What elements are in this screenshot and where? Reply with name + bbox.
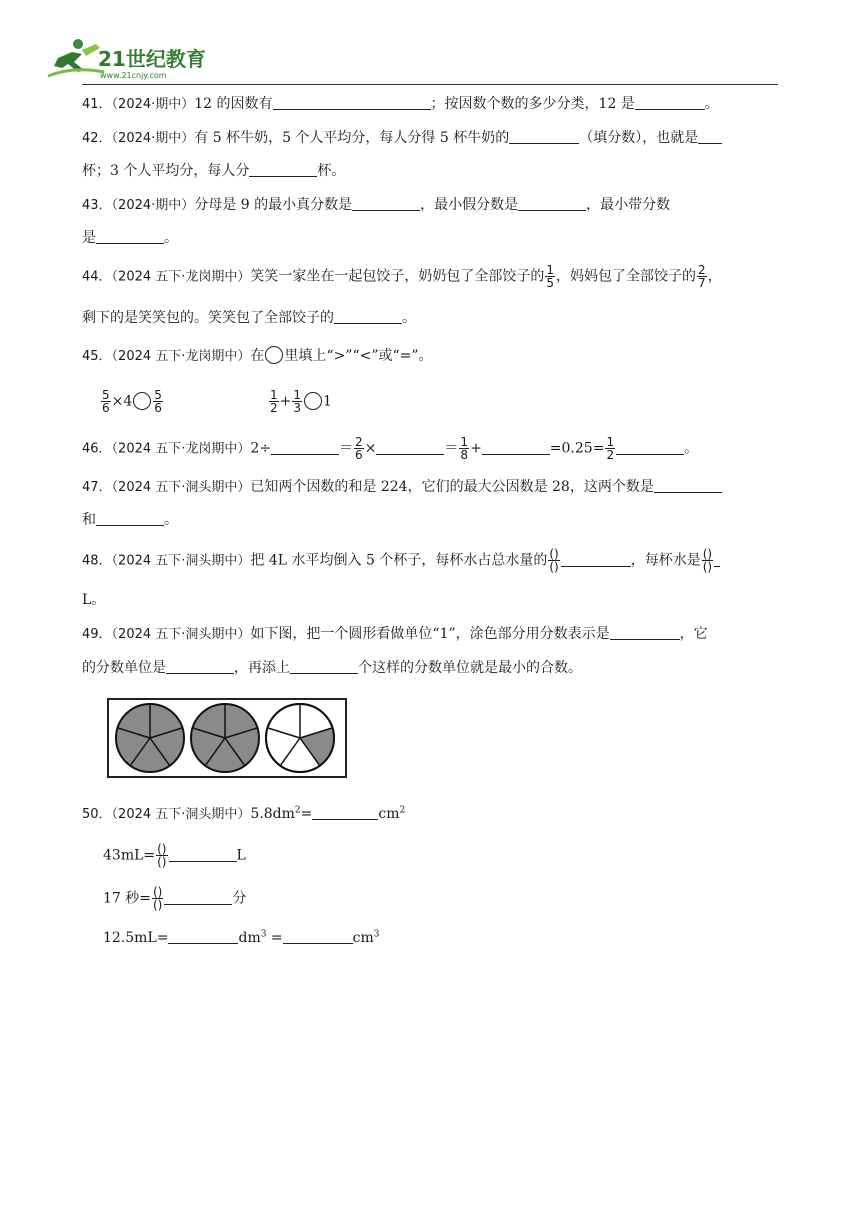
fraction-denominator: 2: [606, 448, 615, 462]
question-source: （2024 五下·龙岗期中）: [111, 441, 251, 457]
question-text: 17 秒=: [103, 890, 151, 907]
question-number: 44．: [82, 269, 112, 285]
logo: [44, 36, 234, 82]
question-source: （2024·期中）: [111, 198, 195, 213]
question-number: 48．: [82, 553, 112, 569]
question-text: 。: [402, 310, 416, 326]
answer-blank[interactable]: [714, 552, 720, 567]
fraction-blank[interactable]: [702, 548, 713, 573]
question-49: [82, 624, 782, 645]
fraction-numerator: 1: [270, 388, 278, 402]
partial-circle: [266, 704, 334, 772]
question-text: ，最小带分数: [586, 197, 671, 213]
answer-blank[interactable]: [334, 309, 402, 324]
question-number: 46．: [82, 441, 112, 457]
question-43-cont: [82, 228, 782, 248]
answer-blank[interactable]: [312, 805, 378, 820]
fraction-denominator: (): [157, 855, 167, 869]
question-44-cont: [82, 308, 782, 328]
question-44: [82, 264, 782, 289]
question-source: （2024 五下·洞头期中）: [111, 553, 251, 569]
question-number: 50．: [82, 807, 112, 822]
fraction: [354, 436, 364, 461]
question-47: [82, 477, 782, 498]
question-text: 12.5mL=: [103, 930, 169, 946]
question-42: [82, 128, 782, 149]
question-text: =: [266, 930, 283, 946]
question-text: 分: [232, 890, 247, 907]
question-text: （填分数），也就是: [579, 130, 699, 146]
question-source: （2024·期中）: [111, 131, 195, 146]
fraction-denominator: 8: [460, 448, 469, 462]
question-47-cont: [82, 510, 782, 530]
question-number: 49．: [82, 627, 112, 642]
answer-blank[interactable]: [616, 440, 684, 455]
question-text: 如下图，把一个圆形看做单位“1”，涂色部分用分数表示是: [250, 626, 610, 642]
fraction-numerator: 1: [546, 263, 555, 277]
question-text: 是: [82, 230, 96, 246]
question-number: 41．: [82, 97, 112, 112]
question-source: （2024 五下·洞头期中）: [111, 480, 251, 495]
fraction-denominator: 6: [355, 448, 363, 462]
answer-blank[interactable]: [164, 890, 232, 905]
answer-blank[interactable]: [352, 196, 420, 211]
question-49-cont: [82, 658, 782, 678]
question-46: [82, 436, 782, 461]
question-50: [82, 804, 782, 825]
question-text: L: [236, 847, 246, 864]
fraction-numerator: 1: [606, 435, 615, 449]
question-text: 的分数单位是: [82, 660, 166, 676]
question-text: ，妈妈包了全部饺子的: [556, 268, 697, 285]
fraction-denominator: 6: [102, 401, 110, 415]
fraction: [153, 389, 163, 414]
exponent: 2: [399, 805, 406, 816]
question-text: 在: [250, 348, 265, 364]
answer-blank[interactable]: [509, 129, 579, 144]
fraction-denominator: (): [153, 898, 163, 912]
fraction: [269, 389, 279, 414]
question-text: 杯；3 个人平均分，每人分: [82, 163, 250, 179]
fraction-numerator: 2: [698, 263, 706, 277]
question-text: dm: [238, 930, 261, 946]
fraction-numerator: (): [549, 547, 559, 561]
question-text: +: [470, 440, 482, 457]
question-number: 42．: [82, 131, 112, 146]
answer-blank[interactable]: [168, 929, 238, 944]
question-text: 。: [704, 96, 719, 112]
question-text: cm: [352, 930, 374, 946]
answer-blank[interactable]: [518, 196, 586, 211]
question-text: ，: [707, 268, 722, 285]
answer-blank[interactable]: [561, 552, 631, 567]
question-42-cont: [82, 161, 782, 181]
question-text: 杯。: [317, 163, 346, 179]
question-source: （2024 五下·洞头期中）: [111, 807, 251, 822]
fraction-denominator: (): [702, 560, 713, 574]
question-text: 剩下的是笑笑包的。笑笑包了全部饺子的: [82, 310, 334, 326]
question-text: ；按因数个数的多少分类，12 是: [430, 96, 635, 112]
question-text: ，它: [679, 626, 708, 642]
fraction-numerator: 2: [355, 435, 363, 449]
question-text: 。: [684, 440, 699, 457]
question-source: （2024 五下·洞头期中）: [111, 627, 251, 642]
question-text: =0.25=: [549, 440, 605, 457]
question-number: 47．: [82, 480, 112, 495]
fraction: [459, 436, 469, 461]
question-text: 2÷: [250, 440, 272, 457]
answer-blank[interactable]: [290, 659, 358, 674]
answer-blank[interactable]: [249, 162, 317, 177]
fraction-numerator: 1: [460, 435, 469, 449]
logo-url-text: www.21cnjy.com: [100, 71, 167, 80]
exponent: 3: [373, 929, 380, 940]
answer-blank[interactable]: [482, 440, 550, 455]
answer-blank[interactable]: [698, 129, 722, 144]
fraction: [101, 389, 111, 414]
logo-text: 21世纪教育: [98, 47, 206, 71]
question-text: 5.8dm: [250, 806, 295, 822]
fraction-denominator: 5: [546, 276, 555, 290]
fraction: [605, 436, 615, 461]
question-text: ，最小假分数是: [420, 197, 519, 213]
answer-blank[interactable]: [635, 95, 705, 110]
answer-blank[interactable]: [271, 440, 339, 455]
answer-blank[interactable]: [283, 929, 353, 944]
fraction-numerator: (): [157, 842, 167, 856]
compare-circle-input[interactable]: [133, 392, 151, 410]
fraction: [292, 389, 302, 414]
question-number: 43．: [82, 198, 112, 213]
question-text: 。: [164, 230, 178, 246]
fraction-denominator: 7: [698, 276, 706, 290]
question-41: [82, 94, 782, 115]
question-text: 1: [323, 393, 332, 410]
question-text: +: [279, 393, 292, 410]
question-text: 笑笑一家坐在一起包饺子，奶奶包了全部饺子的: [250, 268, 545, 285]
answer-blank[interactable]: [169, 847, 237, 862]
fraction-blank[interactable]: [548, 548, 559, 573]
circle-fraction-figure: [107, 698, 347, 778]
question-text: 分母是 9 的最小真分数是: [194, 197, 353, 213]
question-50-line-2: [103, 843, 803, 868]
exponent: 3: [260, 929, 267, 940]
fraction: [545, 264, 555, 289]
fraction-numerator: 5: [102, 388, 110, 402]
question-text: ×4: [111, 393, 133, 410]
fraction-numerator: 5: [154, 388, 162, 402]
fraction-numerator: 1: [293, 388, 302, 402]
fraction-blank[interactable]: [156, 843, 167, 868]
question-text: 43mL=: [103, 847, 156, 864]
question-text: ，每杯水是: [630, 552, 701, 569]
question-text: 里填上“>”“<”或“=”。: [284, 348, 433, 364]
question-source: （2024 五下·龙岗期中）: [111, 269, 251, 285]
question-text: 有 5 杯牛奶，5 个人平均分，每人分得 5 杯牛奶的: [194, 130, 510, 146]
answer-blank[interactable]: [376, 440, 444, 455]
fraction-numerator: (): [702, 547, 713, 561]
compare-circle-input[interactable]: [304, 392, 322, 410]
question-45: [82, 346, 782, 367]
answer-blank[interactable]: [273, 95, 431, 110]
question-source: （2024·期中）: [111, 97, 195, 112]
fraction-numerator: (): [153, 885, 163, 899]
question-text: 12 的因数有: [194, 96, 273, 112]
question-text: 把 4L 水平均倒入 5 个杯子，每杯水占总水量的: [250, 552, 548, 569]
exponent: 2: [294, 805, 301, 816]
question-text: 个这样的分数单位就是最小的合数。: [358, 660, 582, 676]
question-text: 已知两个因数的和是 224，它们的最大公因数是 28，这两个数是: [250, 479, 654, 495]
shaded-circle: [191, 704, 259, 772]
fraction-denominator: 3: [293, 401, 302, 415]
question-text: ×: [364, 440, 377, 457]
fraction: [697, 264, 707, 289]
question-source: （2024 五下·龙岗期中）: [111, 349, 251, 364]
question-text: L。: [82, 592, 106, 608]
question-48: [82, 548, 782, 573]
question-50-line-3: [103, 886, 803, 911]
question-48-cont: [82, 590, 782, 610]
answer-blank[interactable]: [654, 478, 722, 493]
fraction-denominator: 2: [270, 401, 278, 415]
question-50-line-4: [103, 928, 803, 948]
answer-blank[interactable]: [166, 659, 234, 674]
question-45-item-b: [268, 389, 860, 414]
answer-blank[interactable]: [610, 625, 680, 640]
question-text: 。: [164, 512, 178, 528]
question-text: ，再添上: [234, 660, 290, 676]
fraction-blank[interactable]: [152, 886, 163, 911]
shaded-circle: [116, 704, 184, 772]
answer-blank[interactable]: [96, 511, 164, 526]
question-text: cm: [378, 806, 400, 822]
fraction-denominator: 6: [154, 401, 162, 415]
answer-blank[interactable]: [96, 229, 164, 244]
fraction-denominator: (): [549, 560, 559, 574]
compare-circle: [265, 346, 283, 364]
question-text: ＝: [339, 440, 354, 457]
question-text: ＝: [444, 440, 459, 457]
question-43: [82, 195, 782, 216]
question-text: =: [300, 806, 313, 822]
question-text: 和: [82, 512, 96, 528]
question-number: 45．: [82, 349, 112, 364]
header-rule: [82, 84, 778, 85]
